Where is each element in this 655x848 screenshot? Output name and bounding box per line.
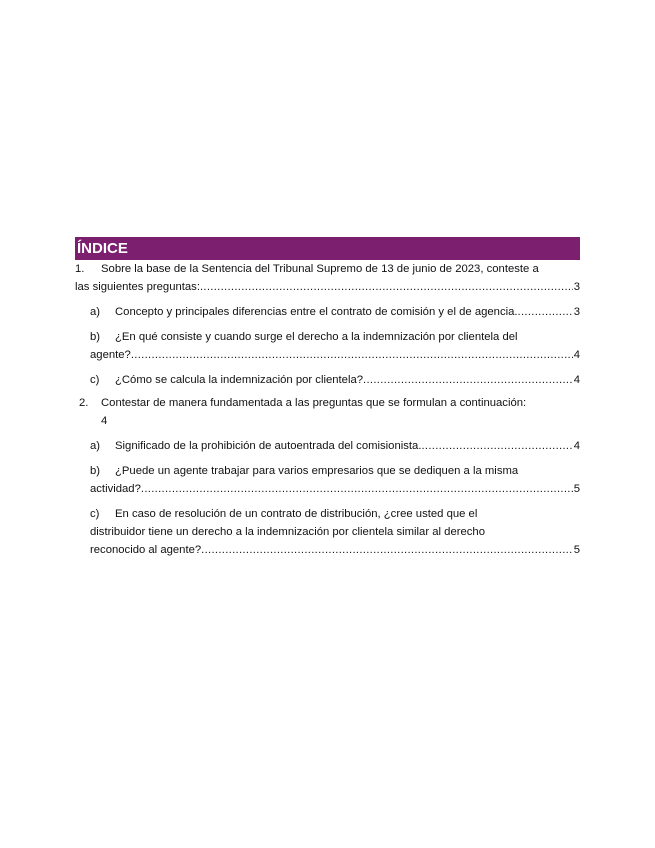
- toc-title: ÍNDICE: [75, 237, 580, 260]
- toc-entry-number: b): [90, 331, 101, 343]
- toc-entry-text: Concepto y principales diferencias entre el contrato de comisión y el de agencia.: [115, 306, 518, 318]
- toc-entry-text-continued: distribuidor tiene un derecho a la indemnización por clientela similar al derecho: [90, 526, 485, 538]
- toc-entry-number: a): [90, 306, 101, 318]
- toc-entry-1[interactable]: [75, 260, 580, 296]
- toc-entry-number: c): [90, 374, 100, 386]
- dot-leader: [363, 371, 573, 389]
- toc-entry-2[interactable]: [75, 394, 580, 430]
- toc-entry-text: Sobre la base de la Sentencia del Tribunal Supremo de 13 de junio de 2023, conteste a: [101, 263, 539, 275]
- toc-page-number: 4: [573, 349, 580, 361]
- dot-leader: [200, 278, 573, 296]
- toc-page-number: 5: [573, 544, 580, 556]
- toc-page-number: 4: [101, 415, 108, 427]
- toc-page-number: 4: [573, 374, 580, 386]
- toc-entry-number: 2.: [79, 397, 89, 409]
- toc-entry-2a[interactable]: [75, 437, 580, 455]
- toc-page-number: 3: [573, 306, 580, 318]
- toc-entry-text-continued: las siguientes preguntas:: [75, 281, 200, 293]
- table-of-contents: [75, 260, 580, 559]
- toc-entry-number: 1.: [75, 263, 85, 275]
- dot-leader: [421, 437, 572, 455]
- toc-entry-text: ¿Cómo se calcula la indemnización por clientela?: [115, 374, 364, 386]
- toc-entry-text: ¿En qué consiste y cuando surge el derecho a la indemnización por clientela del: [115, 331, 518, 343]
- toc-entry-text-continued: agente?: [90, 349, 131, 361]
- toc-entry-1a[interactable]: [75, 303, 580, 321]
- dot-leader: [518, 303, 573, 321]
- toc-entry-2b[interactable]: [75, 462, 580, 498]
- toc-page-number: 5: [573, 483, 580, 495]
- toc-entry-1b[interactable]: [75, 328, 580, 364]
- toc-entry-text: Contestar de manera fundamentada a las preguntas que se formulan a continuación:: [101, 397, 527, 409]
- toc-page-number: 3: [573, 281, 580, 293]
- toc-entry-number: b): [90, 465, 101, 477]
- toc-entry-text: En caso de resolución de un contrato de distribución, ¿cree usted que el: [115, 508, 478, 520]
- toc-entry-1c[interactable]: [75, 371, 580, 389]
- dot-leader: [131, 346, 573, 364]
- toc-entry-number: c): [90, 508, 100, 520]
- toc-entry-text: Significado de la prohibición de autoentrada del comisionista.: [115, 440, 422, 452]
- toc-entry-number: a): [90, 440, 101, 452]
- toc-entry-text-continued: reconocido al agente?: [90, 544, 202, 556]
- dot-leader: [141, 480, 573, 498]
- toc-entry-2c[interactable]: [75, 505, 580, 559]
- dot-leader: [201, 541, 573, 559]
- toc-entry-text: ¿Puede un agente trabajar para varios empresarios que se dediquen a la misma: [115, 465, 519, 477]
- toc-entry-text-continued: actividad?: [90, 483, 141, 495]
- toc-page-number: 4: [573, 440, 580, 452]
